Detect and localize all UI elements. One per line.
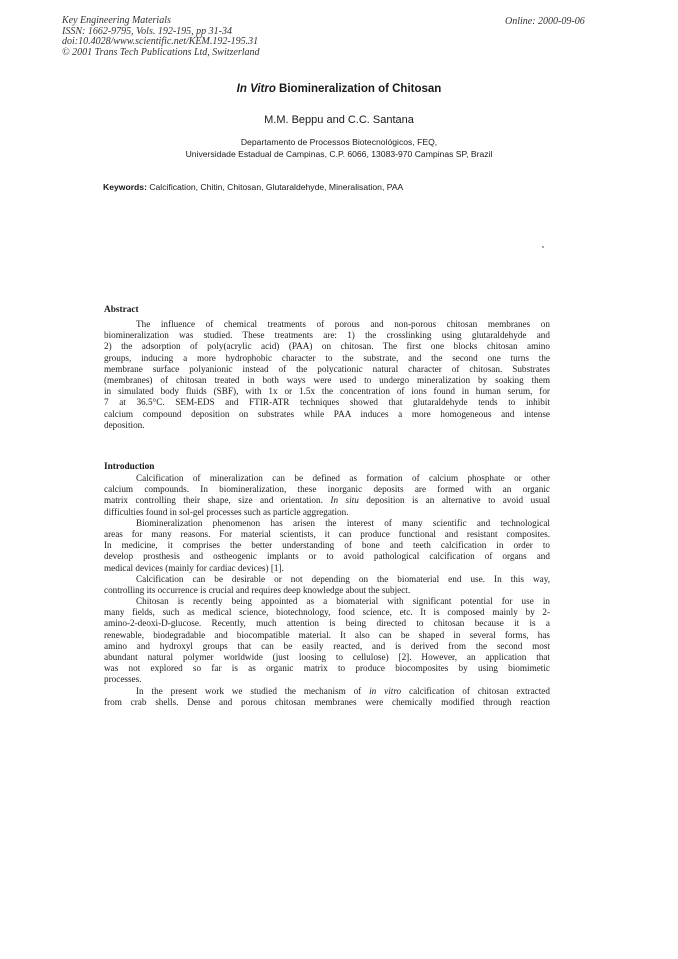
- affiliation-line-1: Departamento de Processos Biotecnológicos, FEQ,: [240, 137, 438, 147]
- speck-mark: [542, 246, 544, 248]
- abstract-line: calcium compound deposition on substrates while PAA induces a more homogeneous and intense: [104, 408, 550, 419]
- intro-line: renewable, biodegradable and biocompatible material. It also can be shaped in several forms, has: [104, 629, 550, 640]
- abstract-body: [104, 319, 550, 431]
- abstract-line: groups, inducing a more hydrophobic character to the substrate, and the second one turns the: [104, 352, 550, 363]
- intro-line: medical devices (mainly for cardiac devices) [1].: [104, 562, 284, 573]
- journal-doi: doi:10.4028/www.scientific.net/KEM.192-195.31: [62, 36, 259, 48]
- title-rest: Biomineralization of Chitosan: [275, 83, 442, 95]
- abstract-line: The influence of chemical treatments of porous and non-porous chitosan membranes on: [136, 319, 550, 329]
- intro-line: calcium compounds. In biomineralization, these inorganic deposits are formed with an organic: [104, 484, 550, 495]
- abstract-line: (membranes) of chitosan treated in both ways were used to undergo mineralization by soaking them: [104, 374, 550, 385]
- abstract-line: membrane surface polyanionic instead of the polycationic natural character of chitosan. Substrates: [104, 363, 550, 374]
- intro-line: areas for many reasons. For material scientists, it can produce functional and resistant composites.: [104, 528, 550, 539]
- intro-line-part: deposition is an alternative to avoid usual: [358, 495, 550, 506]
- affiliation: [0, 137, 678, 160]
- intro-line: processes.: [104, 674, 142, 685]
- abstract-line: in simulated body fluids (SBF), with 1x or 1.5x the concentration of ions found in human serum, for: [104, 386, 550, 397]
- journal-name: Key Engineering Materials: [62, 15, 171, 26]
- intro-line-part: calcification of chitosan extracted: [401, 685, 550, 696]
- intro-line: controlling its occurrence is crucial and requires deep knowledge about the subject.: [104, 584, 411, 595]
- keywords-label: Keywords:: [103, 182, 147, 192]
- abstract-line: biomineralization was studied. These treatments are: 1) the crosslinking using glutaraldehyde and: [104, 330, 550, 341]
- keywords-text: Calcification, Chitin, Chitosan, Glutaraldehyde, Mineralisation, PAA: [146, 182, 404, 192]
- paper-authors: M.M. Beppu and C.C. Santana: [264, 114, 414, 126]
- intro-line-part: In the present work we studied the mechanism of: [136, 685, 370, 696]
- intro-line: was not explored so far is as organic matrix to produce biocomposites by using biomimetic: [104, 663, 550, 674]
- abstract-heading: Abstract: [104, 305, 139, 315]
- intro-line: amino and hydroxyl groups that can be easily reacted, and is derived from the second most: [104, 640, 550, 651]
- intro-line: Calcification of mineralization can be defined as formation of calcium phosphate or other: [136, 473, 550, 483]
- title-italic: In Vitro: [236, 83, 276, 95]
- intro-line: many fields, such as medical science, biotechnology, food science, etc. It is composed mainly by 2-: [104, 607, 550, 618]
- intro-line: difficulties found in sol-gel processes such as particle aggregation.: [104, 506, 349, 517]
- intro-line: from crab shells. Dense and porous chitosan membranes were chemically modified through reaction: [104, 696, 550, 707]
- intro-line: Biomineralization phenomenon has arisen the interest of many scientific and technological: [136, 517, 550, 528]
- introduction-body: [104, 473, 550, 708]
- intro-line: develop prosthesis and ostheogenic implants or to avoid pathological calcification of organs and: [104, 551, 550, 562]
- online-date: Online: 2000-09-06: [505, 16, 585, 27]
- intro-line: Calcification can be desirable or not depending on the biomaterial end use. In this way,: [136, 573, 550, 584]
- abstract-line: 2) the adsorption of poly(acrylic acid) (PAA) on chitosan. The first one blocks chitosan amino: [104, 341, 550, 352]
- introduction-heading: Introduction: [104, 462, 155, 472]
- intro-line: amino-2-deoxi-D-glucose. Recently, much attention is being directed to chitosan because it is a: [104, 618, 550, 629]
- keywords: [103, 182, 403, 192]
- journal-issn: ISSN: 1662-9795, Vols. 192-195, pp 31-34: [62, 25, 232, 37]
- intro-line: [104, 495, 550, 506]
- abstract-line: deposition.: [104, 419, 145, 430]
- paper-title: [0, 83, 678, 95]
- intro-line: Chitosan is recently being appointed as a biomaterial with significant potential for use in: [136, 596, 550, 607]
- intro-line: In medicine, it comprises the better understanding of bone and teeth calcification in order to: [104, 540, 550, 551]
- abstract-line: 7 at 36.5°C. SEM-EDS and FTIR-ATR techniques showed that glutaraldehyde tends to inhibit: [104, 397, 550, 408]
- affiliation-line-2: Universidade Estadual de Campinas, C.P. 6066, 13083-970 Campinas SP, Brazil: [185, 148, 493, 159]
- intro-line-part: matrix controlling their shape, size and orientation.: [104, 495, 331, 506]
- intro-line: abundant natural polymer worldwide (just loosing to cellulose) [2]. However, an application that: [104, 652, 550, 662]
- intro-italic-term: In situ: [330, 495, 359, 506]
- intro-line: [104, 686, 550, 697]
- intro-italic-term: in vitro: [369, 685, 402, 696]
- journal-header: [62, 16, 260, 58]
- journal-copyright: © 2001 Trans Tech Publications Ltd, Switzerland: [62, 46, 260, 58]
